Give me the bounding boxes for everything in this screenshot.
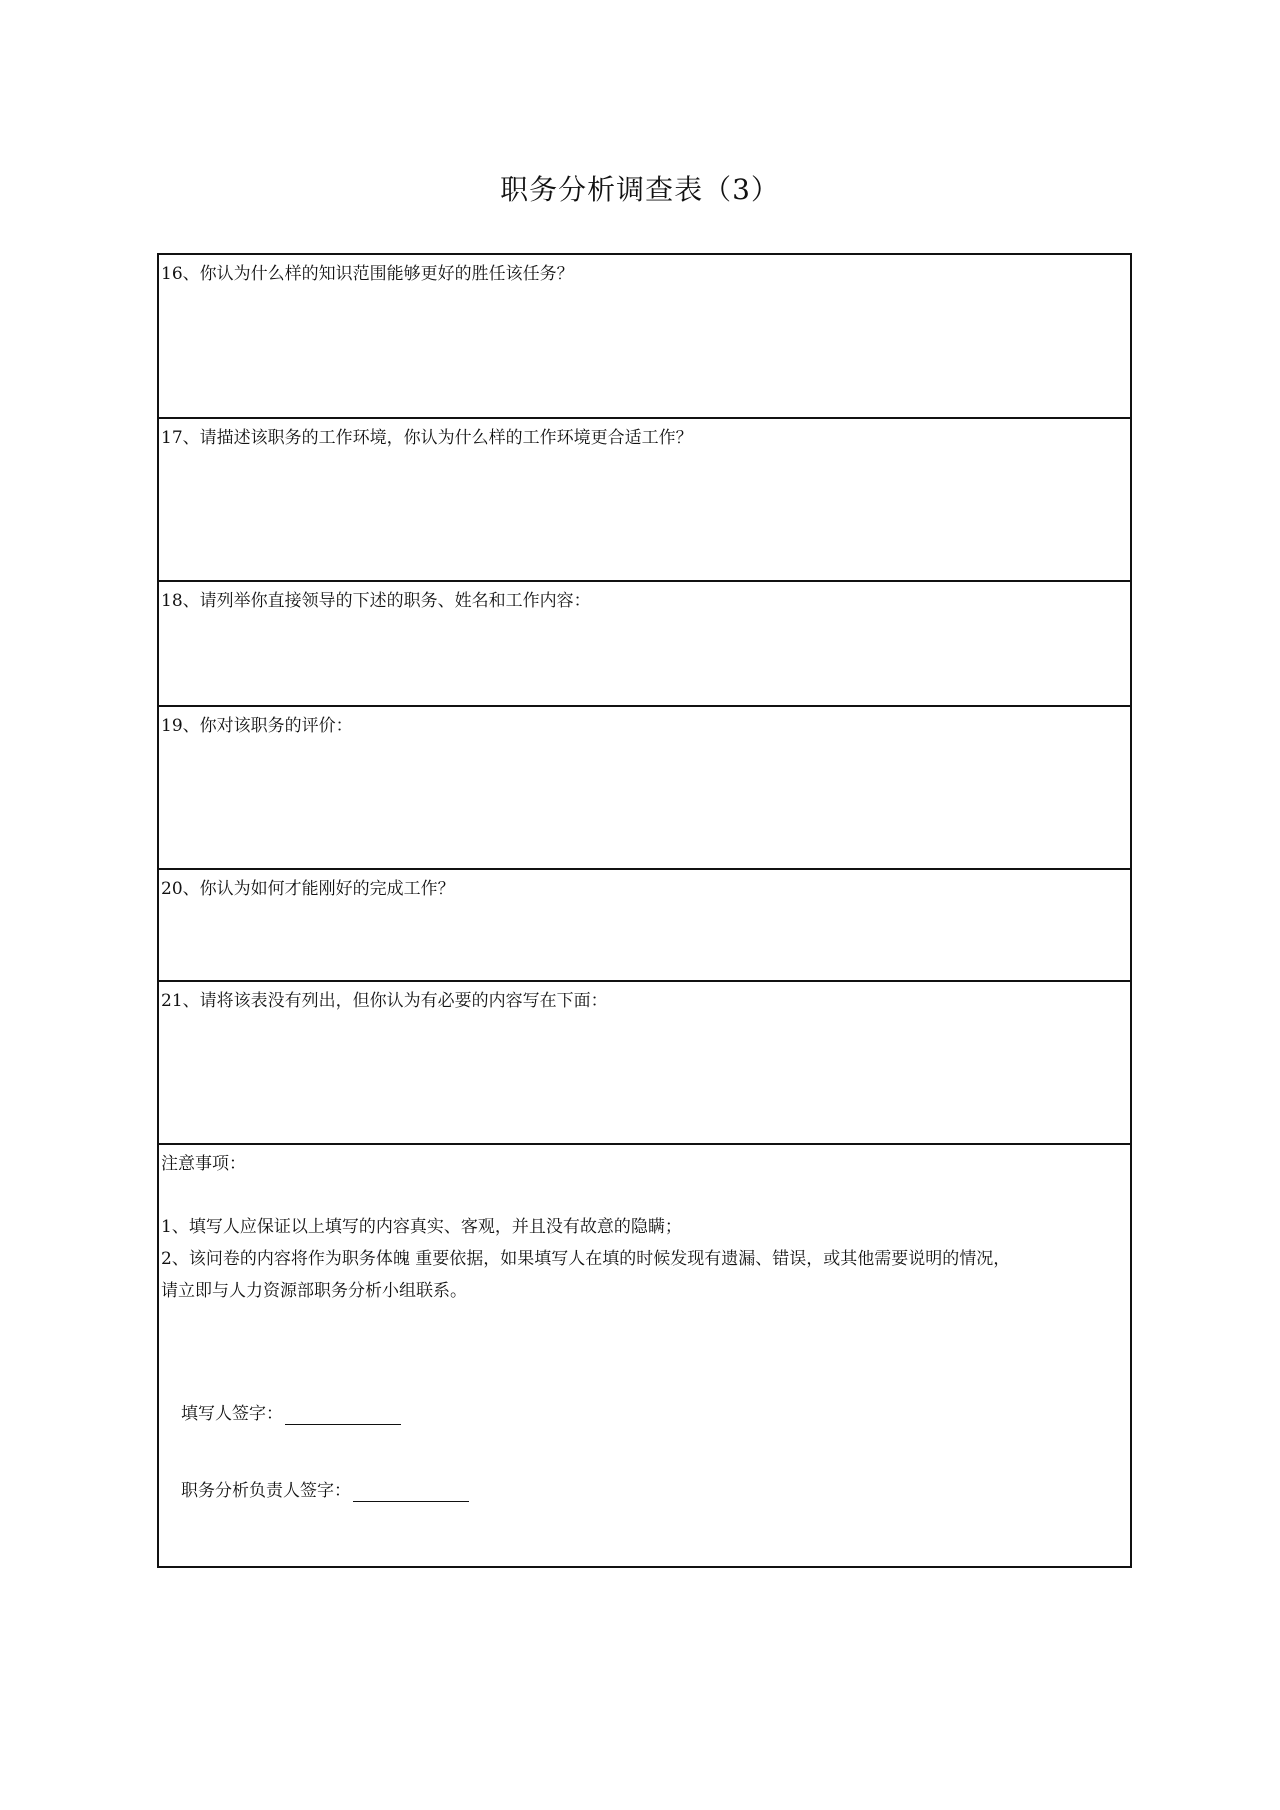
question-18-text: 18、请列举你直接领导的下述的职务、姓名和工作内容： <box>161 591 591 611</box>
question-row-21[interactable] <box>159 982 1130 1145</box>
manager-signature <box>181 1480 469 1502</box>
manager-signature-label: 职务分析负责人签字： <box>181 1481 351 1501</box>
notes-heading: 注意事项： <box>161 1154 246 1174</box>
question-row-16[interactable] <box>159 255 1130 419</box>
question-16-text: 16、你认为什么样的知识范围能够更好的胜任该任务？ <box>161 264 574 284</box>
question-row-18[interactable] <box>159 582 1130 707</box>
filler-signature-label: 填写人签字： <box>181 1404 283 1424</box>
filler-signature <box>181 1403 401 1425</box>
question-20-text: 20、你认为如何才能刚好的完成工作？ <box>161 879 455 899</box>
manager-signature-field[interactable] <box>353 1483 469 1502</box>
notes-section <box>159 1145 1130 1566</box>
question-row-19[interactable] <box>159 707 1130 870</box>
question-row-17[interactable] <box>159 419 1130 582</box>
page-title: 职务分析调查表（3） <box>500 173 780 206</box>
question-19-text: 19、你对该职务的评价： <box>161 716 353 736</box>
note-line-2: 2、该问卷的内容将作为职务体魄 重要依据，如果填写人在填的时候发现有遗漏、错误，或其他需要说明的情况， <box>161 1249 1011 1269</box>
note-line-3: 请立即与人力资源部职务分析小组联系。 <box>161 1281 467 1301</box>
question-row-20[interactable] <box>159 870 1130 982</box>
question-21-text: 21、请将该表没有列出，但你认为有必要的内容写在下面： <box>161 991 608 1011</box>
survey-form-table <box>157 253 1132 1568</box>
question-17-text: 17、请描述该职务的工作环境，你认为什么样的工作环境更合适工作？ <box>161 428 693 448</box>
filler-signature-field[interactable] <box>285 1406 401 1425</box>
note-line-1: 1、填写人应保证以上填写的内容真实、客观，并且没有故意的隐瞒； <box>161 1217 682 1237</box>
